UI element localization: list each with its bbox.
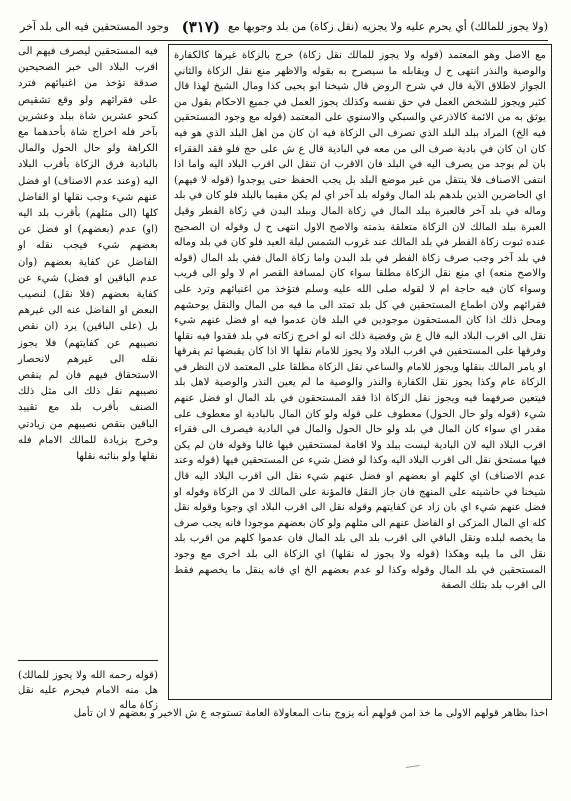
header-title: (ولا يجوز للمالك) أي يحرم عليه ولا يجزيه (نقل زكاة) من بلد وجوبها مع bbox=[228, 20, 548, 33]
commentary-text bbox=[174, 48, 546, 694]
commentary-paragraph: مع الاصل وهو المعتمد (قوله ولا يجوز للمالك نقل زكاة) خرج بالزكاة غيرها كالكفارة والوصية والنذر انتهى ح ل ويقابله ما سيصرح به بقوله والاظهر منع نقل الزكاة والثاني الجواز لاطلاق الآية قال في شرح الروض قال شيخنا ابو يحيى كذا ومال الشيخ لهذا قال كثير ويجوز للشخص العمل في حق نفسه وكذلك يجوز العمل في جميع الاحكام بقول من يوثق به من الائمة كالاذرعي والسبكي والاسنوي على المعتمد (قوله مع وجود المستحقين فيه الخ) المراد ببلد البلد الذي تصرف الى الزكاة فيه ان كان من اهل البلد الذي هو فيه كان ان كان في بادية صرف الى من معه في البادية قال ع ش على حج فلو فقد الفقراء بان لم يوجد من يصرف اليه في البلد فان الاقرب ان تنقل الى اقرب البلاد اليه واما اذا انتفى الاصناف فلا ينتقل من غير موضع البلد بل يجب الحفظ حتى يوجدوا (قوله لا فيهم) اي الحاضرين الذين بلدهم بلد المال وقوله بلد آخر اي لم يكن مقيما بالبلد فلو كان في بلد وماله في بلد آخر فالعبرة ببلد المال في زكاة المال وببلد البدن في زكاة الفطر وقيل العبرة ببلد المالك لان الزكاة متعلقة بذمته والاصح الاول انتهى ح ل وقوله ان الصحيح عنده ثبوت زكاة الفطر في بلد المالك عند غروب الشمس ليلة العيد فلو كان في بلد وماله في بلد آخر وجب صرف زكاة الفطر في بلد البدن واما زكاة المال ففي بلد المال (قوله والاصح منعه) اي منع نقل الزكاة مطلقا سواء كان لمسافة القصر ام لا ولو الى قريب وسواء كان فيه حاجة ام لا لقوله صلى الله عليه وسلم فتؤخذ من اغنيائهم وترد على فقرائهم ولان اطماع المستحقين في كل بلد تمتد الى ما فيه من المال والنقل يوحشهم ومحل ذلك اذا كان المستحقون موجودين في البلد فان عدموا فيه او فضل عنهم شيء نقل الى اقرب البلاد اليه قال ع ش وقضية ذلك انه لو اخرج زكاته في بلد فقدوا فيه نقلها وفرقها على المستحقين في اقرب البلاد ولا يجوز للامام نقلها الا اذا كان يقبضها ثم يفرقها او يامر المالك بنقلها ويجوز للامام والساعي نقل الزكاة مطلقا على المعتمد لان النظر في الزكاة عام وكذا يجوز نقل الكفارة والنذر والوصية ما لم يعين النذر والوصية لاهل بلد فيتعين صرفهما فيه ويجوز نقل الزكاة اذا فقد المستحقون في بلد المال او فضل عنهم شيء (قوله ولو حال الحول) معطوف على قوله ولو كان المال بالبادية او معطوف على مقدر اي سواء كان المال في بلد ولو حال الحول والمال في البادية فيصرف الى فقراء اقرب البلاد اليه لان البادية ليست ببلد ولا اقامة لمستحقين فيها غالبا وقوله فان لم يكن فيها مستحق نقل الى اقرب البلاد اليه وكذا لو فضل شيء عن المستحقين فيها (قوله وعند عدم الاصناف) اي كلهم او بعضهم او فضل عنهم شيء نقل الى اقرب البلاد اليه قال شيخنا في حاشيته على المنهج فان جاز النقل فالمؤنة على المالك لا من الزكاة وقوله او فضل عنهم شيء اي بان زاد عن كفايتهم وقوله نقل الى اقرب البلاد اي وجوبا وقوله نقل كله اي المال المزكى او الفاضل عنهم الى مثلهم ولو كان بعضهم موجودا فانه يجب صرف ما يخصه لبلده ونقل الباقي الى اقرب بلد الى بلد المال فان عدموا كلهم من اقرب بلد نقل الى ما يليه وهكذا (قوله ولا يجوز له نقلها) اي الزكاة الى بلد اخرى مع وجود المستحقين في بلد المال وقوله وكذا لو عدم بعضهم الخ اي فانه ينقل ما يخصهم فقط الى اقرب بلد بتلك الصفة bbox=[174, 50, 546, 592]
margin-note: (قوله رحمه الله ولا يجوز للمالك) هل منه الامام فيحرم عليه نقل زكاة ماله bbox=[18, 670, 158, 711]
header-left-title: وجود المستحقين فيه الى بلد آخر bbox=[20, 20, 169, 33]
ink-mark bbox=[406, 765, 421, 772]
margin-divider bbox=[18, 660, 158, 661]
margin-text: فيه المستحقين ليصرف فيهم الى اقرب البلاد الى خبر الصحيحين صدقة تؤخذ من اغنيائهم فترد على فقرائهم ولو وقع تشقيص كنحو عشرين شاة ببلد وعشرين بآخر فله اخراج شاة بأحدهما مع الكراهة ولو حال الحول والمال بالبادية فرق الزكاة بأقرب البلاد اليه (وعند عدم الاصناف) او فضل عنهم شيء وجب نقلها او الفاضل كلها (الى مثلهم) بأقرب بلد اليه (او) عدم (بعضهم) او فضل عن بعضهم شيء فيجب نقله او الفاضل عن كفاية بعضهم (وان عدم الباقين او فضل) شيء عن كفاية بعضهم (فلا نقل) لنصيب البعض او الفاضل عنه الى غيرهم بل (على الباقين) يرد (ان نقص نصيبهم عن كفايتهم) فلا يجوز نقله الى غيرهم لانحصار الاستحقاق فيهم فان لم ينقص نصيبهم نقل ذلك الى مثل ذلك الصنف بأقرب بلد مع تقييد الباقين بنقص نصيبهم من زيادتي وخرج بزيادة للمالك الامام فله نقلها ولو بنائبه نقلها bbox=[18, 46, 158, 463]
page-number: (٣١٧) bbox=[181, 18, 221, 36]
footer-line: اخذا بظاهر قولهم الاولى ما خذ امن قولهم أنه يزوج بنات المعاولاة العامة تستوجه ع ش الاخير و بعضهم لا ان تأمل bbox=[73, 708, 548, 719]
page-header bbox=[20, 14, 548, 41]
